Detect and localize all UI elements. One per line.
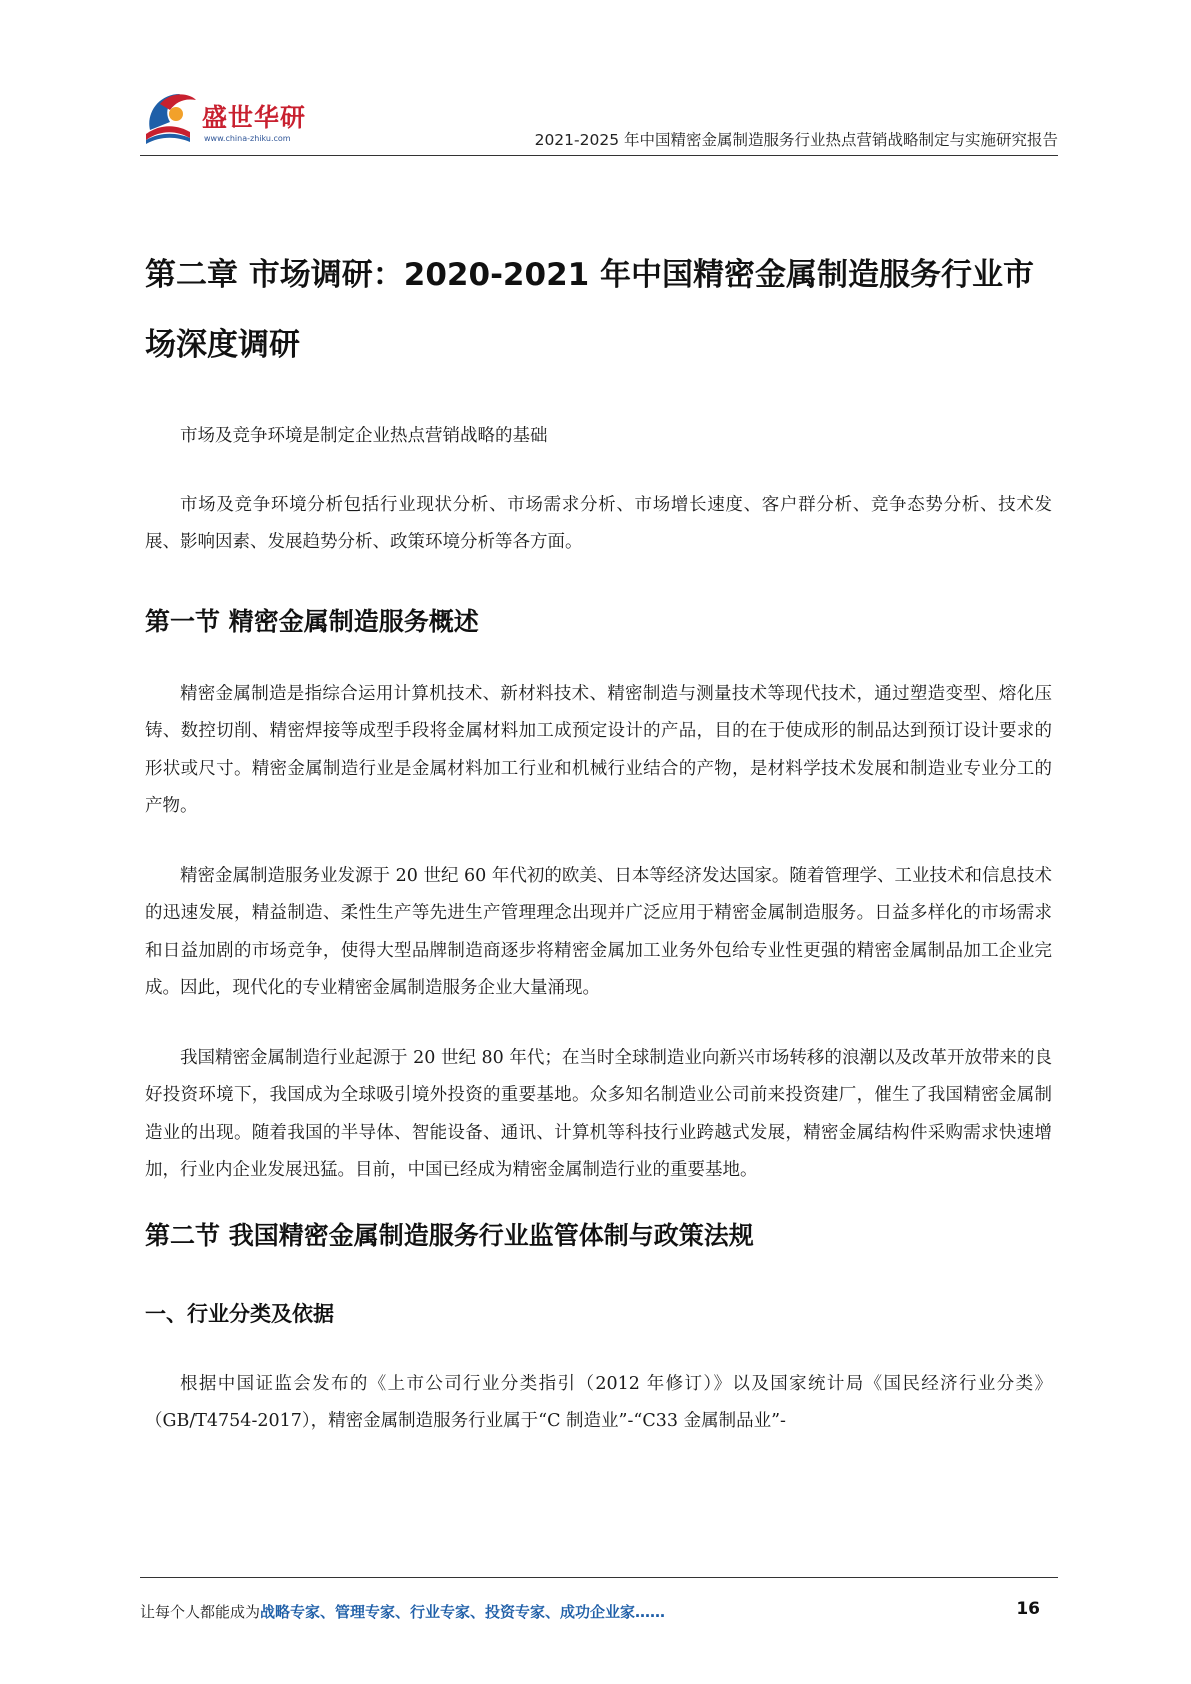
- intro-paragraph-1: 市场及竞争环境是制定企业热点营销战略的基础: [180, 426, 548, 446]
- logo-emblem-icon: [140, 84, 204, 148]
- company-logo: [140, 84, 315, 150]
- page-footer: [140, 1577, 1058, 1637]
- logo-name: 盛世华研: [202, 103, 307, 132]
- intro-paragraph-2: 市场及竞争环境分析包括行业现状分析、市场需求分析、市场增长速度、客户群分析、竞争态势分析、技术发展、影响因素、发展趋势分析、政策环境分析等各方面。: [145, 494, 1052, 552]
- page-number: 16: [1016, 1599, 1040, 1619]
- slogan-lead: 让每个人都能成为: [140, 1603, 261, 1621]
- slogan-roles: 战略专家、管理专家、行业专家、投资专家、成功企业家……: [260, 1603, 666, 1621]
- section-1-paragraph-1: 精密金属制造是指综合运用计算机技术、新材料技术、精密制造与测量技术等现代技术，通过塑造变型、熔化压铸、数控切削、精密焊接等成型手段将金属材料加工成预定设计的产品，目的在于使成形的制品达到预订设计要求的形状或尺寸。精密金属制造行业是金属材料加工行业和机械行业结合的产物，是材料学技术发展和制造业专业分工的产物。: [145, 683, 1052, 816]
- chapter-title-line-1: 第二章 市场调研：2020-2021 年中国精密金属制造服务行业市: [145, 257, 1035, 293]
- header-divider: [140, 155, 1058, 156]
- chapter-title-line-2: 场深度调研: [145, 327, 300, 363]
- chapter-title: [145, 240, 1052, 380]
- page-content: [145, 240, 1052, 1441]
- section-2-title: 第二节 我国精密金属制造服务行业监管体制与政策法规: [145, 1220, 754, 1250]
- section-1-paragraph-2: 精密金属制造服务业发源于 20 世纪 60 年代初的欧美、日本等经济发达国家。随着管理学、工业技术和信息技术的迅速发展，精益制造、柔性生产等先进生产管理理念出现并广泛应用于精密金属制造服务。日益多样化的市场需求和日益加剧的市场竞争，使得大型品牌制造商逐步将精密金属加工业务外包给专业性更强的精密金属制品加工企业完成。因此，现代化的专业精密金属制造服务企业大量涌现。: [145, 865, 1052, 998]
- section-1-paragraph-3: 我国精密金属制造行业起源于 20 世纪 80 年代；在当时全球制造业向新兴市场转移的浪潮以及改革开放带来的良好投资环境下，我国成为全球吸引境外投资的重要基地。众多知名制造业公司前来投资建厂，催生了我国精密金属制造业的出现。随着我国的半导体、智能设备、通讯、计算机等科技行业跨越式发展，精密金属结构件采购需求快速增加，行业内企业发展迅猛。目前，中国已经成为精密金属制造行业的重要基地。: [145, 1047, 1052, 1180]
- footer-slogan: [140, 1601, 665, 1622]
- footer-divider: [140, 1577, 1058, 1578]
- section-1-title: 第一节 精密金属制造服务概述: [145, 606, 479, 636]
- subsection-1-paragraph-1: 根据中国证监会发布的《上市公司行业分类指引（2012 年修订）》以及国家统计局《国民经济行业分类》（GB/T4754-2017），精密金属制造服务行业属于“C 制造业”-“C33 金属制品业”-: [145, 1373, 1052, 1431]
- page-header: [140, 78, 1058, 158]
- logo-url: www.china-zhiku.com: [204, 134, 291, 143]
- report-title: 2021-2025 年中国精密金属制造服务行业热点营销战略制定与实施研究报告: [534, 131, 1058, 149]
- subsection-1-title: 一、行业分类及依据: [145, 1301, 334, 1326]
